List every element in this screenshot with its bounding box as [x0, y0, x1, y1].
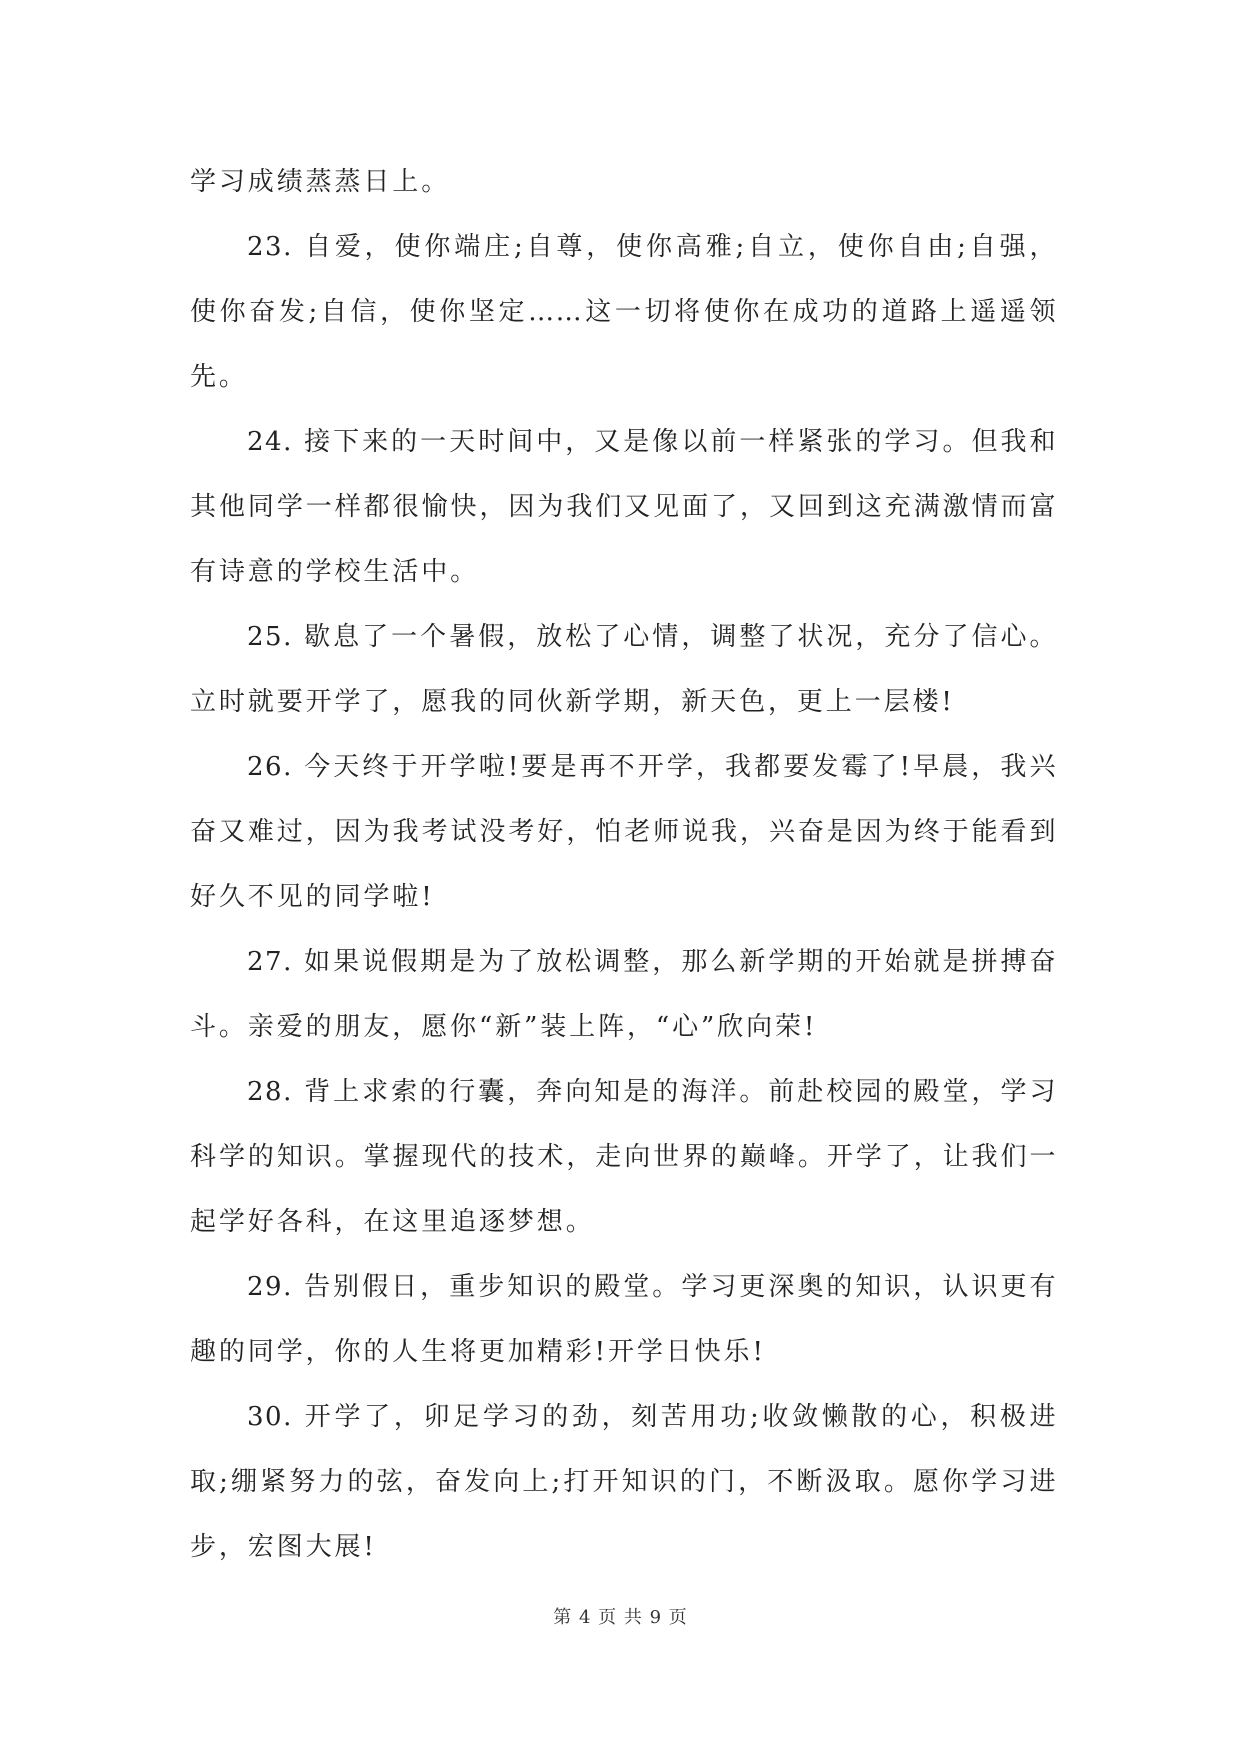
text-line: 取;绷紧努力的弦，奋发向上;打开知识的门，不断汲取。愿你学习进	[190, 1467, 1057, 1497]
text-line: 其他同学一样都很愉快，因为我们又见面了，又回到这充满激情而富	[190, 492, 1057, 522]
text-line: 26. 今天终于开学啦!要是再不开学，我都要发霉了!早晨，我兴	[247, 752, 1057, 782]
text-line: 使你奋发;自信，使你坚定……这一切将使你在成功的道路上遥遥领	[190, 297, 1057, 327]
text-line: 有诗意的学校生活中。	[190, 557, 480, 587]
paragraph-30	[190, 1385, 1057, 1580]
text-line: 科学的知识。掌握现代的技术，走向世界的巅峰。开学了，让我们一	[190, 1142, 1057, 1172]
text-line: 斗。亲爱的朋友，愿你“新”装上阵，“心”欣向荣!	[190, 1012, 818, 1042]
paragraph-23	[190, 215, 1057, 410]
page-number-footer: 第 4 页 共 9 页	[553, 1607, 688, 1628]
paragraph-29	[190, 1255, 1057, 1385]
text-line: 奋又难过，因为我考试没考好，怕老师说我，兴奋是因为终于能看到	[190, 817, 1057, 847]
document-body	[190, 150, 1057, 1580]
text-line: 30. 开学了，卯足学习的劲，刻苦用功;收敛懒散的心，积极进	[247, 1402, 1057, 1432]
text-line: 先。	[190, 362, 248, 392]
text-line: 学习成绩蒸蒸日上。	[190, 167, 451, 197]
paragraph-27	[190, 930, 1057, 1060]
paragraph-28	[190, 1060, 1057, 1255]
text-line: 起学好各科，在这里追逐梦想。	[190, 1207, 595, 1237]
text-line: 29. 告别假日，重步知识的殿堂。学习更深奥的知识，认识更有	[247, 1272, 1057, 1302]
text-line: 好久不见的同学啦!	[190, 882, 435, 912]
text-line: 24. 接下来的一天时间中，又是像以前一样紧张的学习。但我和	[247, 427, 1057, 457]
text-line: 立时就要开学了，愿我的同伙新学期，新天色，更上一层楼!	[190, 687, 955, 717]
text-line: 步，宏图大展!	[190, 1532, 377, 1562]
text-line: 27. 如果说假期是为了放松调整，那么新学期的开始就是拼搏奋	[247, 947, 1057, 977]
text-line: 25. 歇息了一个暑假，放松了心情，调整了状况，充分了信心。	[247, 622, 1057, 652]
paragraph-25	[190, 605, 1057, 735]
text-line: 23. 自爱，使你端庄;自尊，使你高雅;自立，使你自由;自强，	[247, 232, 1057, 262]
paragraph-26	[190, 735, 1057, 930]
text-line: 28. 背上求索的行囊，奔向知是的海洋。前赴校园的殿堂，学习	[247, 1077, 1057, 1107]
paragraph-24	[190, 410, 1057, 605]
text-line: 趣的同学，你的人生将更加精彩!开学日快乐!	[190, 1337, 766, 1367]
paragraph-continuation	[190, 150, 1057, 215]
